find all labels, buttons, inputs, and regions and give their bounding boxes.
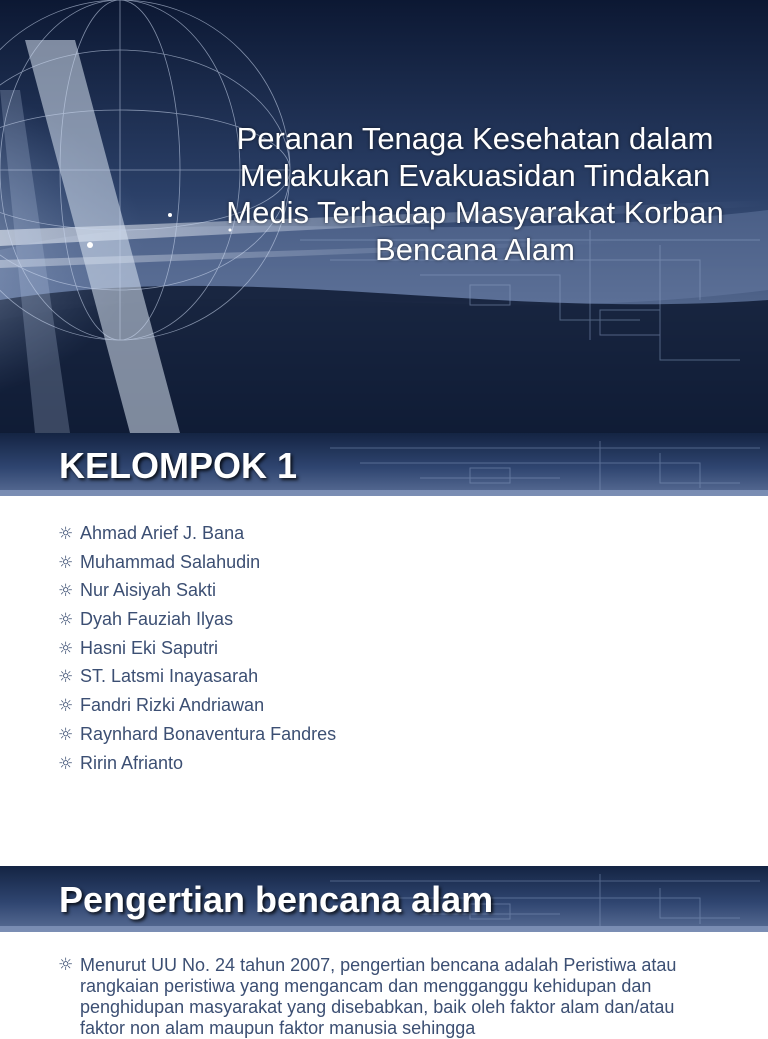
definition-heading: Pengertian bencana alam [59, 879, 494, 920]
member-name: Dyah Fauziah Ilyas [80, 609, 234, 630]
member-name: Muhammad Salahudin [80, 551, 261, 572]
sun-outline-icon: ☼ [58, 638, 74, 659]
sun-outline-icon: ☼ [58, 696, 74, 717]
presentation-title: Peranan Tenaga Kesehatan dalam Melakukan Evakuasidan Tindakan Medis Terhadap Masyarakat Korban Bencana Alam [226, 121, 724, 267]
sun-outline-icon: ☼ [58, 955, 74, 975]
sun-outline-icon: ☼ [58, 581, 74, 602]
sun-outline-icon: ☼ [58, 667, 74, 688]
group-header-band [0, 433, 768, 496]
sun-outline-icon: ☼ [58, 610, 74, 631]
member-name: Ahmad Arief J. Bana [80, 523, 245, 543]
definition-header-band [0, 866, 768, 932]
list-item [58, 548, 336, 577]
member-name: Ririn Afrianto [80, 752, 184, 773]
sun-outline-icon: ☼ [58, 524, 74, 544]
group-heading: KELOMPOK 1 [59, 445, 298, 486]
list-item [58, 634, 336, 663]
list-item [58, 720, 336, 749]
list-item [58, 691, 336, 720]
member-name: ST. Latsmi Inayasarah [80, 666, 259, 687]
title-slide [0, 0, 768, 433]
list-item [58, 662, 336, 691]
sun-outline-icon: ☼ [58, 724, 74, 745]
member-name: Fandri Rizki Andriawan [80, 695, 265, 716]
member-name: Hasni Eki Saputri [80, 637, 219, 658]
member-name: Nur Aisiyah Sakti [80, 580, 217, 601]
member-list [58, 519, 336, 777]
sun-outline-icon: ☼ [58, 552, 74, 573]
definition-paragraph [58, 955, 718, 1039]
definition-text: Menurut UU No. 24 tahun 2007, pengertian bencana adalah Peristiwa atau rangkaian peristiwa yang mengancam dan mengganggu kehidupan dan penghidupan masyarakat yang disebabkan, baik oleh faktor alam dan/atau faktor non alam maupun faktor manusia sehingga [80, 955, 677, 1038]
sun-outline-icon: ☼ [58, 753, 74, 774]
list-item [58, 749, 336, 778]
list-item [58, 605, 336, 634]
list-item [58, 519, 336, 548]
member-name: Raynhard Bonaventura Fandres [80, 723, 337, 744]
list-item [58, 576, 336, 605]
